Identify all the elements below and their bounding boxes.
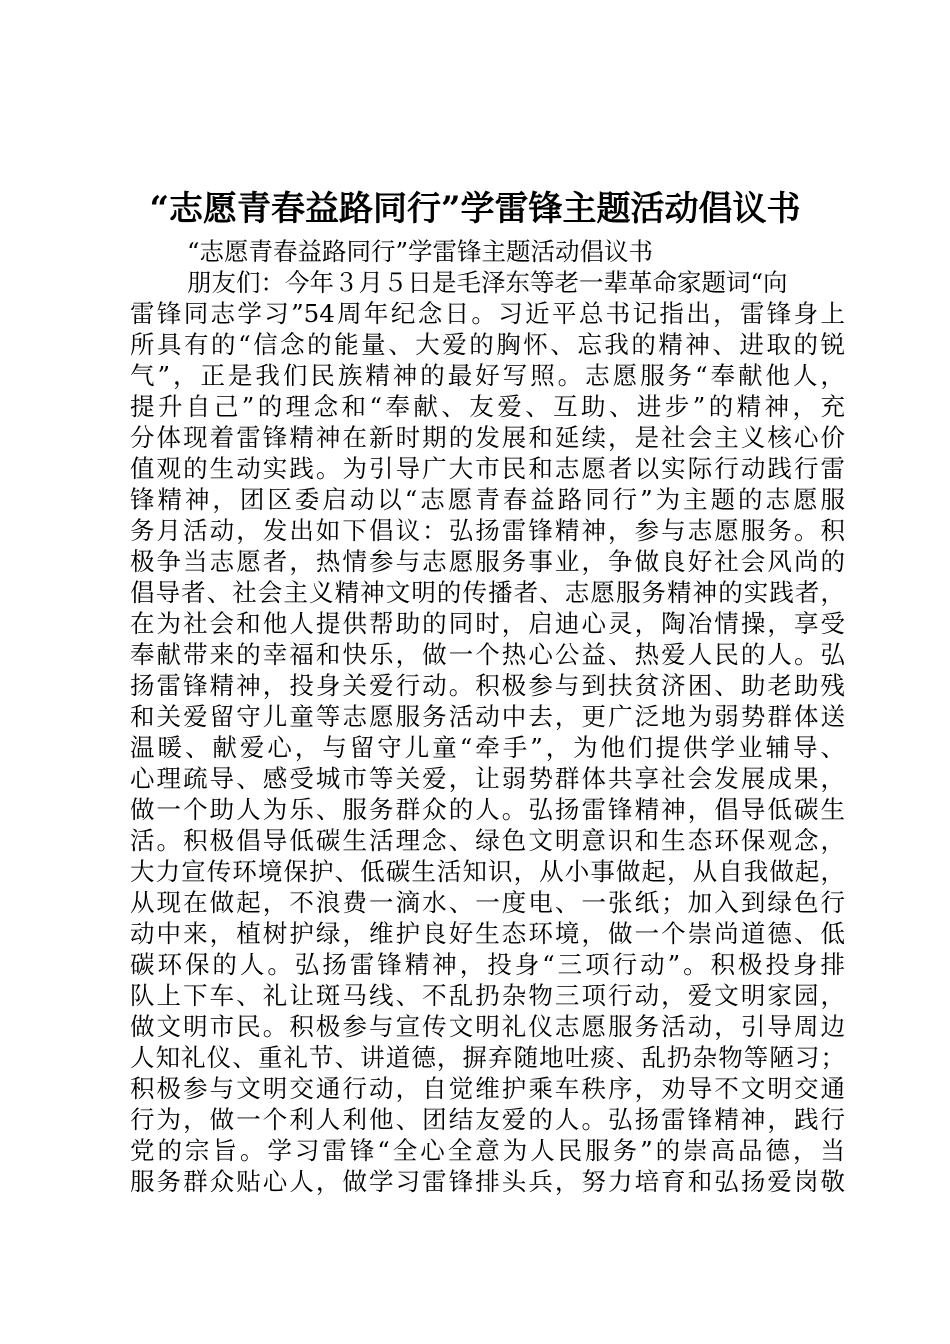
body-line: 锋精神，团区委启动以“志愿青春益路同行”为主题的志愿服 (130, 485, 845, 514)
body-line: 服务群众贴心人，做学习雷锋排头兵，努力培育和弘扬爱岗敬 (130, 1167, 845, 1196)
body-line: 倡导者、社会主义精神文明的传播者、志愿服务精神的实践者， (130, 578, 845, 607)
body-line: 扬雷锋精神，投身关爱行动。积极参与到扶贫济困、助老助残 (130, 671, 845, 700)
body-line: 所具有的“信念的能量、大爱的胸怀、忘我的精神、进取的锐 (130, 330, 845, 359)
body-line: 党的宗旨。学习雷锋“全心全意为人民服务”的崇高品德，当 (130, 1136, 845, 1165)
body-line: 朋友们：今年３月５日是毛泽东等老一辈革命家题词“向 (187, 268, 788, 297)
body-line: 动中来，植树护绿，维护良好生态环境，做一个崇尚道德、低 (130, 919, 845, 948)
body-line: 分体现着雷锋精神在新时期的发展和延续，是社会主义核心价 (130, 423, 845, 452)
body-line: 极争当志愿者，热情参与志愿服务事业，争做良好社会风尚的 (130, 547, 845, 576)
body-line: 做文明市民。积极参与宣传文明礼仪志愿服务活动，引导周边 (130, 1012, 845, 1041)
body-line: 大力宣传环境保护、低碳生活知识，从小事做起，从自我做起， (130, 857, 845, 886)
body-line: 做一个助人为乐、服务群众的人。弘扬雷锋精神，倡导低碳生 (130, 795, 845, 824)
body-line: 心理疏导、感受城市等关爱，让弱势群体共享社会发展成果， (130, 764, 845, 793)
subtitle-line: “志愿青春益路同行”学雷锋主题活动倡议书 (187, 237, 654, 266)
body-line: 队上下车、礼让斑马线、不乱扔杂物三项行动，爱文明家园， (130, 981, 845, 1010)
document-title: “志愿青春益路同行”学雷锋主题活动倡议书 (149, 189, 801, 229)
body-line: 在为社会和他人提供帮助的同时，启迪心灵，陶冶情操，享受 (130, 609, 845, 638)
body-line: 从现在做起，不浪费一滴水、一度电、一张纸；加入到绿色行 (130, 888, 845, 917)
body-line: 人知礼仪、重礼节、讲道德，摒弃随地吐痰、乱扔杂物等陋习； (130, 1043, 845, 1072)
body-line: 值观的生动实践。为引导广大市民和志愿者以实际行动践行雷 (130, 454, 845, 483)
body-line: 气”，正是我们民族精神的最好写照。志愿服务“奉献他人， (130, 361, 845, 390)
body-line: 温暖、献爱心，与留守儿童“牵手”，为他们提供学业辅导、 (130, 733, 845, 762)
body-line: 碳环保的人。弘扬雷锋精神，投身“三项行动”。积极投身排 (130, 950, 845, 979)
body-line: 雷锋同志学习”54周年纪念日。习近平总书记指出，雷锋身上 (130, 299, 845, 328)
body-line: 和关爱留守儿童等志愿服务活动中去，更广泛地为弱势群体送 (130, 702, 845, 731)
body-line: 活。积极倡导低碳生活理念、绿色文明意识和生态环保观念， (130, 826, 845, 855)
body-line: 积极参与文明交通行动，自觉维护乘车秩序，劝导不文明交通 (130, 1074, 845, 1103)
body-line: 务月活动，发出如下倡议：弘扬雷锋精神，参与志愿服务。积 (130, 516, 845, 545)
document-body (130, 236, 845, 1197)
body-line: 奉献带来的幸福和快乐，做一个热心公益、热爱人民的人。弘 (130, 640, 845, 669)
body-line: 行为，做一个利人利他、团结友爱的人。弘扬雷锋精神，践行 (130, 1105, 845, 1134)
body-line: 提升自己”的理念和“奉献、友爱、互助、进步”的精神，充 (130, 392, 845, 421)
